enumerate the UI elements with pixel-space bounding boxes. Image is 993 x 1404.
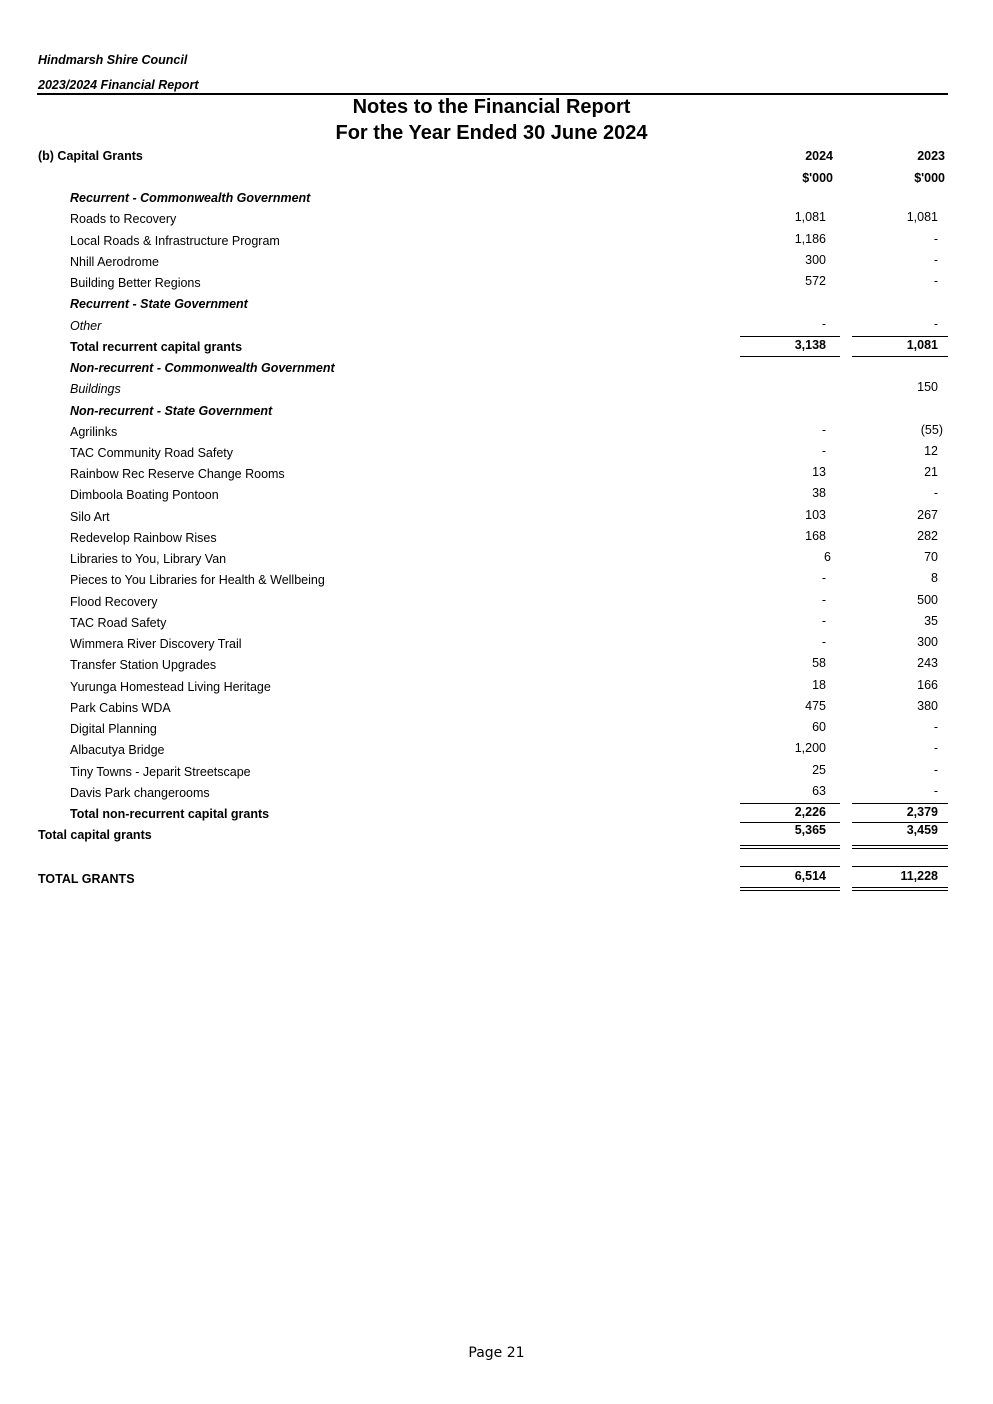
row-label: Total capital grants bbox=[38, 828, 152, 842]
table-row bbox=[0, 234, 993, 255]
double-rule bbox=[740, 845, 840, 846]
row-label: Recurrent - Commonwealth Government bbox=[70, 191, 311, 205]
subheading-nonrecurrent-commonwealth bbox=[0, 361, 993, 382]
value-2023: 243 bbox=[917, 656, 938, 670]
total-grants-rule bbox=[852, 866, 948, 867]
total-rule bbox=[740, 356, 840, 357]
row-label: Non-recurrent - State Government bbox=[70, 404, 273, 418]
value-2023: 150 bbox=[917, 380, 938, 394]
value-2024: 63 bbox=[812, 784, 826, 798]
unit-2023: $'000 bbox=[914, 171, 945, 185]
row-label: Digital Planning bbox=[70, 722, 157, 736]
table-row bbox=[0, 658, 993, 679]
double-rule bbox=[740, 848, 840, 849]
table-row bbox=[0, 552, 993, 573]
value-2024: 1,081 bbox=[794, 210, 826, 224]
table-row bbox=[0, 276, 993, 297]
total-nonrecurrent-row bbox=[0, 807, 993, 828]
value-2023: 21 bbox=[924, 465, 938, 479]
value-2023: 35 bbox=[924, 614, 938, 628]
subtotal-rule bbox=[740, 336, 840, 337]
value-2024: - bbox=[821, 444, 826, 458]
row-label: TAC Community Road Safety bbox=[70, 446, 234, 460]
row-label: Total non-recurrent capital grants bbox=[70, 807, 270, 821]
value-2024: - bbox=[821, 614, 826, 628]
value-2024: 2,226 bbox=[794, 805, 826, 819]
value-2023: - bbox=[933, 253, 938, 267]
value-2024: 475 bbox=[805, 699, 826, 713]
row-label: TAC Road Safety bbox=[70, 616, 167, 630]
table-row bbox=[0, 382, 993, 403]
row-label: Agrilinks bbox=[70, 425, 118, 439]
report-name: 2023/2024 Financial Report bbox=[38, 78, 199, 92]
value-2023: - bbox=[933, 317, 938, 331]
value-2023: (55) bbox=[920, 423, 943, 437]
page-title: Notes to the Financial Report bbox=[352, 96, 631, 118]
row-label: Roads to Recovery bbox=[70, 212, 177, 226]
subheading-nonrecurrent-state bbox=[0, 404, 993, 425]
table-row bbox=[0, 637, 993, 658]
value-2024: 6 bbox=[824, 550, 831, 564]
org-name: Hindmarsh Shire Council bbox=[38, 53, 188, 67]
value-2023: 70 bbox=[924, 550, 938, 564]
table-row bbox=[0, 573, 993, 594]
value-2023: - bbox=[933, 784, 938, 798]
table-row bbox=[0, 701, 993, 722]
table-row bbox=[0, 255, 993, 276]
table-row bbox=[0, 531, 993, 552]
total-recurrent-row bbox=[0, 340, 993, 361]
row-label: Silo Art bbox=[70, 510, 110, 524]
value-2023: - bbox=[933, 763, 938, 777]
value-2023: 8 bbox=[931, 571, 938, 585]
value-2024: 1,186 bbox=[794, 232, 826, 246]
value-2023: 267 bbox=[917, 508, 938, 522]
value-2024: - bbox=[821, 635, 826, 649]
column-2023: 2023 bbox=[917, 149, 945, 163]
value-2024: 168 bbox=[805, 529, 826, 543]
double-rule bbox=[852, 887, 948, 888]
total-grants-rule bbox=[740, 866, 840, 867]
value-2024: - bbox=[821, 593, 826, 607]
value-2023: - bbox=[933, 741, 938, 755]
subtotal-rule bbox=[852, 803, 948, 804]
row-label: Rainbow Rec Reserve Change Rooms bbox=[70, 467, 285, 481]
value-2023: 2,379 bbox=[906, 805, 938, 819]
table-row bbox=[0, 425, 993, 446]
table-row bbox=[0, 722, 993, 743]
value-2024: 103 bbox=[805, 508, 826, 522]
page-number: Page 21 bbox=[468, 1345, 525, 1361]
total-capital-grants-row bbox=[0, 823, 993, 849]
total-grants-row bbox=[0, 869, 993, 893]
value-2024: 18 bbox=[812, 678, 826, 692]
subtotal-rule bbox=[852, 336, 948, 337]
row-label: Flood Recovery bbox=[70, 595, 158, 609]
table-row bbox=[0, 786, 993, 807]
double-rule bbox=[740, 887, 840, 888]
row-label: Transfer Station Upgrades bbox=[70, 658, 217, 672]
value-2024: 300 bbox=[805, 253, 826, 267]
value-2023: 166 bbox=[917, 678, 938, 692]
units-row bbox=[0, 171, 993, 192]
total-rule bbox=[852, 356, 948, 357]
section-title: (b) Capital Grants bbox=[38, 149, 143, 163]
value-2023: 12 bbox=[924, 444, 938, 458]
row-label: Redevelop Rainbow Rises bbox=[70, 531, 217, 545]
value-2023: - bbox=[933, 720, 938, 734]
table-row bbox=[0, 319, 993, 340]
value-2024: 13 bbox=[812, 465, 826, 479]
table-row bbox=[0, 212, 993, 233]
row-label: Total recurrent capital grants bbox=[70, 340, 243, 354]
value-2024: 60 bbox=[812, 720, 826, 734]
row-label: Building Better Regions bbox=[70, 276, 201, 290]
value-2024: 572 bbox=[805, 274, 826, 288]
value-2023: 1,081 bbox=[906, 210, 938, 224]
value-2023: 3,459 bbox=[906, 823, 938, 837]
table-row bbox=[0, 743, 993, 764]
table-row bbox=[0, 595, 993, 616]
value-2024: - bbox=[821, 423, 826, 437]
value-2023: - bbox=[933, 486, 938, 500]
unit-2024: $'000 bbox=[802, 171, 833, 185]
table-row bbox=[0, 510, 993, 531]
subheading-recurrent-state bbox=[0, 297, 993, 318]
row-label: Non-recurrent - Commonwealth Government bbox=[70, 361, 335, 375]
row-label: Libraries to You, Library Van bbox=[70, 552, 227, 566]
value-2023: 1,081 bbox=[906, 338, 938, 352]
value-2023: 300 bbox=[917, 635, 938, 649]
row-label: Yurunga Homestead Living Heritage bbox=[70, 680, 271, 694]
value-2024: 38 bbox=[812, 486, 826, 500]
value-2024: 25 bbox=[812, 763, 826, 777]
value-2023: - bbox=[933, 232, 938, 246]
table-row bbox=[0, 488, 993, 509]
value-2024: 5,365 bbox=[794, 823, 826, 837]
table-row bbox=[0, 616, 993, 637]
column-2024: 2024 bbox=[805, 149, 833, 163]
table-row bbox=[0, 467, 993, 488]
table-row bbox=[0, 765, 993, 786]
row-label: Local Roads & Infrastructure Program bbox=[70, 234, 280, 248]
value-2023: 11,228 bbox=[900, 869, 938, 883]
value-2024: 58 bbox=[812, 656, 826, 670]
table-row bbox=[0, 680, 993, 701]
row-label: Park Cabins WDA bbox=[70, 701, 171, 715]
header-rule bbox=[37, 93, 948, 95]
double-rule bbox=[740, 890, 840, 891]
subtotal-rule bbox=[740, 803, 840, 804]
value-2024: 1,200 bbox=[794, 741, 826, 755]
row-label: Wimmera River Discovery Trail bbox=[70, 637, 242, 651]
row-label: Recurrent - State Government bbox=[70, 297, 248, 311]
table-row bbox=[0, 446, 993, 467]
row-label: Pieces to You Libraries for Health & Wellbeing bbox=[70, 573, 325, 587]
double-rule bbox=[852, 845, 948, 846]
value-2023: - bbox=[933, 274, 938, 288]
value-2023: 500 bbox=[917, 593, 938, 607]
row-label: Nhill Aerodrome bbox=[70, 255, 159, 269]
value-2024: - bbox=[821, 317, 826, 331]
double-rule bbox=[852, 848, 948, 849]
value-2024: 3,138 bbox=[794, 338, 826, 352]
subheading-recurrent-commonwealth bbox=[0, 191, 993, 212]
value-2023: 380 bbox=[917, 699, 938, 713]
page-subtitle: For the Year Ended 30 June 2024 bbox=[335, 122, 648, 144]
row-label: Buildings bbox=[70, 382, 121, 396]
row-label: Davis Park changerooms bbox=[70, 786, 210, 800]
row-label: Other bbox=[70, 319, 102, 333]
row-label: Albacutya Bridge bbox=[70, 743, 165, 757]
row-label: Dimboola Boating Pontoon bbox=[70, 488, 219, 502]
section-header-row bbox=[0, 149, 993, 170]
value-2023: 282 bbox=[917, 529, 938, 543]
double-rule bbox=[852, 890, 948, 891]
row-label: TOTAL GRANTS bbox=[38, 872, 135, 886]
row-label: Tiny Towns - Jeparit Streetscape bbox=[70, 765, 251, 779]
value-2024: - bbox=[821, 571, 826, 585]
value-2024: 6,514 bbox=[794, 869, 826, 883]
